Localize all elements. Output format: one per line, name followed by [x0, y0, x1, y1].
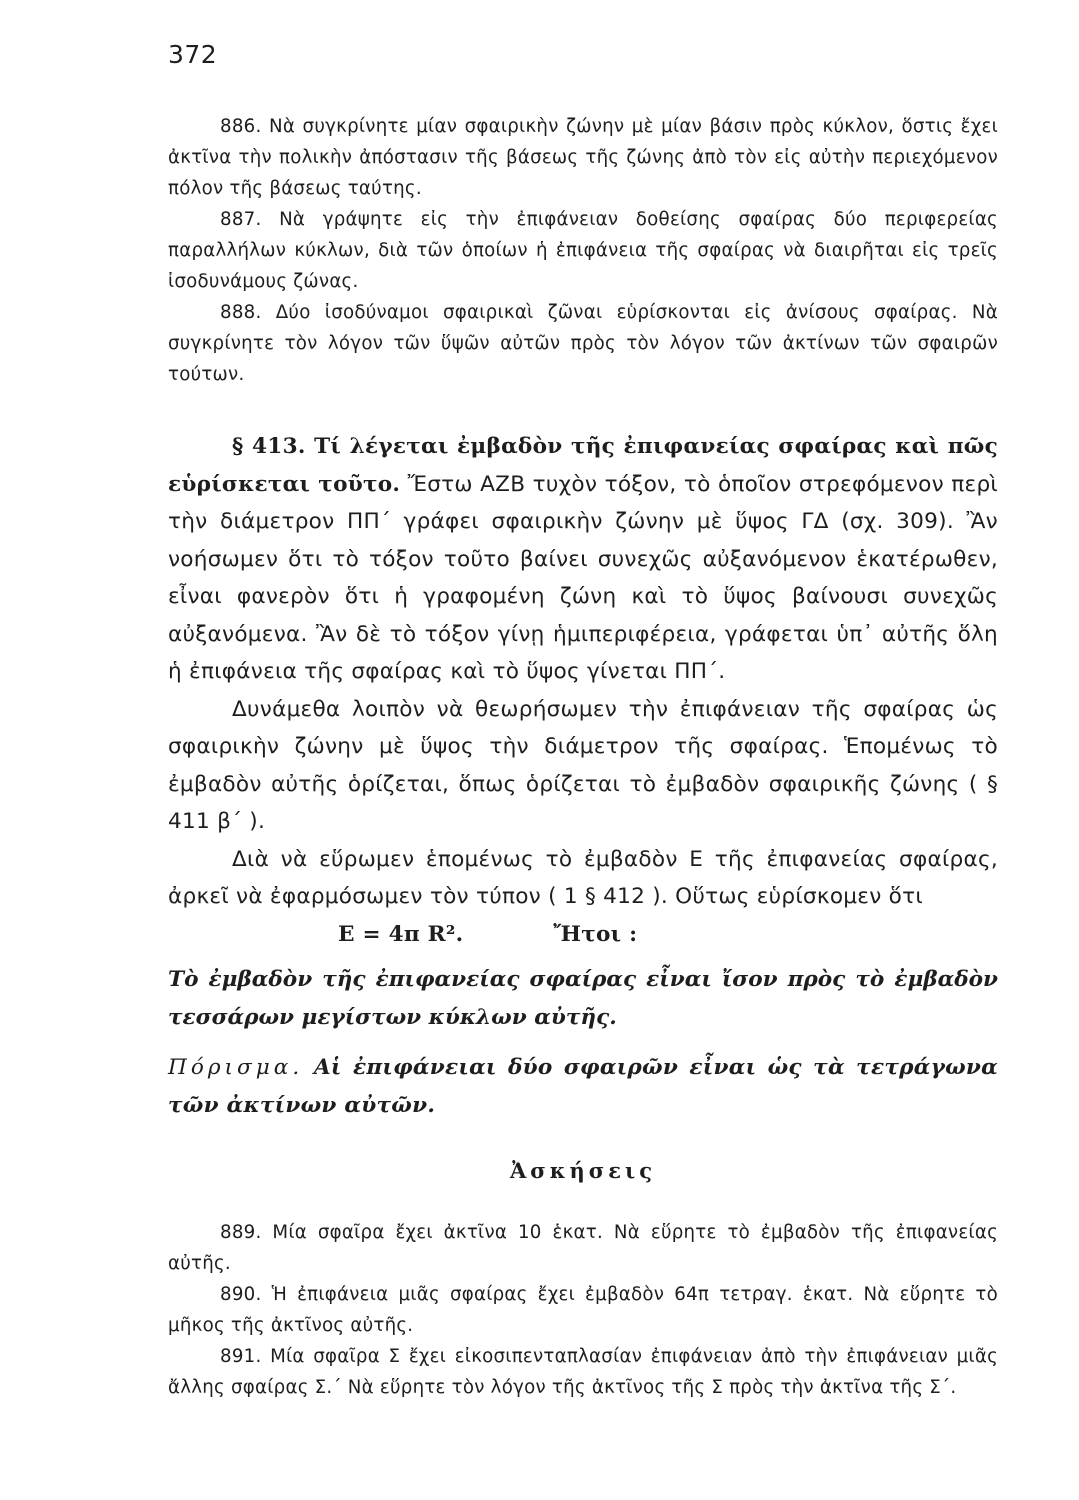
exercises-heading: Ἀσκήσεις [510, 1158, 656, 1183]
exercise-890 [168, 1279, 998, 1341]
surface-area-formula: Ε = 4π R². [338, 921, 464, 947]
formula-line [168, 916, 998, 954]
section-paragraph-text: Ἔστω ΑΖΒ τυχὸν τόξον, τὸ ὁποῖον στρεφόμενον περὶ τὴν διάμετρον ΠΠ΄ γράφει σφαιρικὴν ζώνην μὲ ὕψος ΓΔ (σχ. 309). Ἂν νοήσωμεν ὅτι τὸ τόξον τοῦτο βαίνει συνεχῶς αὐξανόμενον ἑκατέρωθεν, εἶναι φανερὸν ὅτι ἡ γραφομένη ζώνη καὶ τὸ ὕψος βαίνουσι συνεχῶς αὐξανόμενα. Ἂν δὲ τὸ τόξον γίνῃ ἡμιπεριφέρεια, γράφεται ὑπ᾽ αὐτῆς ὅλη ἡ ἐπιφάνεια τῆς σφαίρας καὶ τὸ ὕψος γίνεται ΠΠ΄. [168, 471, 998, 684]
corollary-title: Πόρισμα. [168, 1055, 304, 1080]
exercise-text: Νὰ γράψητε εἰς τὴν ἐπιφάνειαν δοθείσης σφαίρας δύο περιφερείας παραλλήλων κύκλων, διὰ τῶν ὁποίων ἡ ἐπιφάνεια τῆς σφαίρας νὰ διαιρῆται εἰς τρεῖς ἰσοδυνάμους ζώνας. [168, 209, 998, 292]
page [168, 40, 998, 1403]
hitoi-label: Ἤτοι : [553, 921, 638, 947]
exercise-number: 888. [220, 302, 262, 323]
page-number: 372 [168, 40, 218, 69]
section-413-paragraph-1 [168, 428, 998, 691]
exercise-number: 890. [220, 1284, 262, 1305]
corollary [168, 1049, 998, 1124]
exercise-text: Νὰ συγκρίνητε μίαν σφαιρικὴν ζώνην μὲ μίαν βάσιν πρὸς κύκλον, ὅστις ἔχει ἀκτῖνα τὴν πολικὴν ἀπόστασιν τῆς βάσεως τῆς ζώνης ἀπὸ τὸν εἰς αὐτὴν περιεχόμενον πόλον τῆς βάσεως ταύτης. [168, 116, 998, 199]
exercise-888 [168, 297, 998, 390]
exercises-bottom [168, 1217, 998, 1403]
exercise-number: 891. [220, 1346, 262, 1367]
exercise-text: Μία σφαῖρα ἔχει ἀκτῖνα 10 ἑκατ. Νὰ εὕρητε τὸ ἐμβαδὸν τῆς ἐπιφανείας αὐτῆς. [168, 1222, 998, 1274]
corollary-text: Αἱ ἐπιφάνειαι δύο σφαιρῶν εἶναι ὡς τὰ τετράγωνα τῶν ἀκτίνων αὐτῶν. [168, 1055, 998, 1118]
exercise-text: Μία σφαῖρα Σ ἔχει εἰκοσιπενταπλασίαν ἐπιφάνειαν ἀπὸ τὴν ἐπιφάνειαν μιᾶς ἄλλης σφαίρας Σ.΄ Νὰ εὕρητε τὸν λόγον τῆς ἀκτῖνος τῆς Σ πρὸς τὴν ἀκτῖνα τῆς Σ΄. [168, 1346, 998, 1398]
exercise-887 [168, 204, 998, 297]
section-heading: § 413. Τί λέγεται ἐμβαδὸν τῆς ἐπιφανείας σφαίρας καὶ πῶς εὑρίσκεται τοῦτο. [168, 434, 998, 497]
exercise-text: Δύο ἰσοδύναμοι σφαιρικαὶ ζῶναι εὑρίσκονται εἰς ἀνίσους σφαίρας. Νὰ συγκρίνητε τὸν λόγον τῶν ὕψῶν αὐτῶν πρὸς τὸν λόγον τῶν ἀκτίνων τῶν σφαιρῶν τούτων. [168, 302, 998, 385]
exercises-top [168, 111, 998, 390]
exercise-889 [168, 1217, 998, 1279]
exercise-text: Ἡ ἐπιφάνεια μιᾶς σφαίρας ἔχει ἐμβαδὸν 64π τετραγ. ἑκατ. Νὰ εὕρητε τὸ μῆκος τῆς ἀκτῖνος αὐτῆς. [168, 1284, 998, 1336]
exercise-886 [168, 111, 998, 204]
exercise-891 [168, 1341, 998, 1403]
theorem: Τὸ ἐμβαδὸν τῆς ἐπιφανείας σφαίρας εἶναι ἴσον πρὸς τὸ ἐμβαδὸν τεσσάρων μεγίστων κύκλων αὐτῆς. [168, 967, 998, 1030]
exercise-number: 889. [220, 1222, 262, 1243]
exercise-number: 887. [220, 209, 262, 230]
section-413-paragraph-2: Δυνάμεθα λοιπὸν νὰ θεωρήσωμεν τὴν ἐπιφάνειαν τῆς σφαίρας ὡς σφαιρικὴν ζώνην μὲ ὕψος τὴν διάμετρον τῆς σφαίρας. Ἑπομένως τὸ ἐμβαδὸν αὐτῆς ὁρίζεται, ὅπως ὁρίζεται τὸ ἐμβαδὸν σφαιρικῆς ζώνης ( § 411 β΄ ). [168, 696, 998, 834]
exercise-number: 886. [220, 116, 262, 137]
section-413-paragraph-3: Διὰ νὰ εὕρωμεν ἑπομένως τὸ ἐμβαδὸν Ε τῆς ἐπιφανείας σφαίρας, ἀρκεῖ νὰ ἐφαρμόσωμεν τὸν τύπον ( 1 § 412 ). Οὕτως εὑρίσκομεν ὅτι [168, 846, 998, 909]
